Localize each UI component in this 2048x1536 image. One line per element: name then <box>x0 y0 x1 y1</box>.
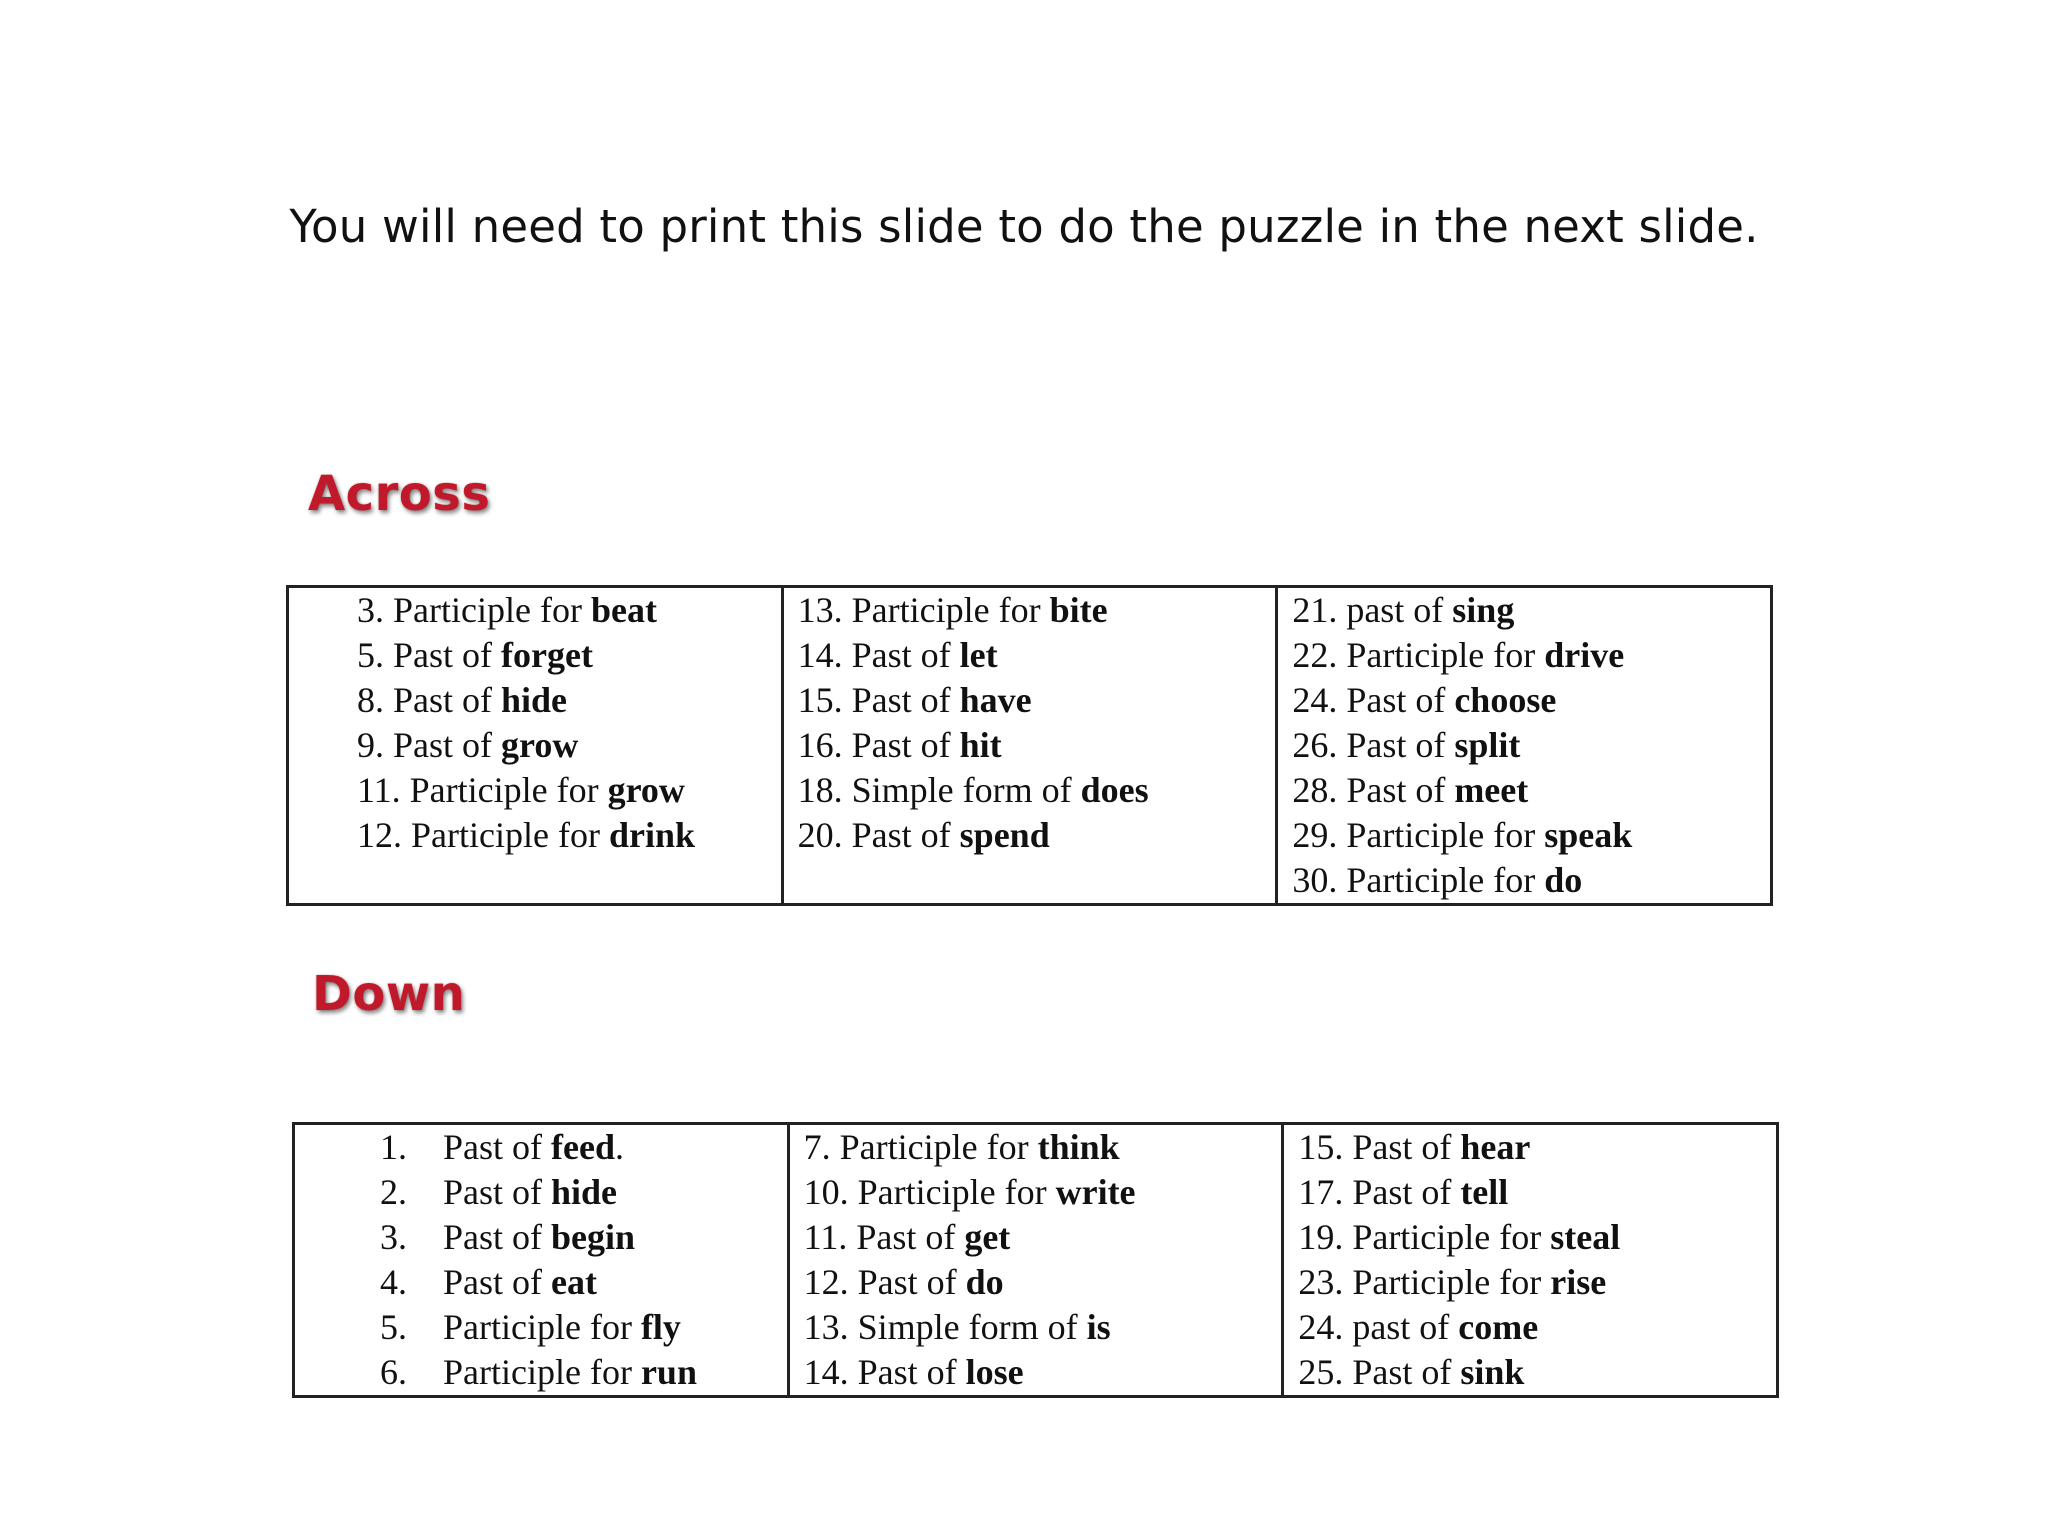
clue-text: 11. Past of <box>803 1217 965 1257</box>
clue-text: 7. Participle for <box>803 1127 1038 1167</box>
across-clue <box>289 768 781 813</box>
clue-text: Past of <box>443 1217 551 1257</box>
clue-text: 26. Past of <box>1292 725 1455 765</box>
clue-text: 9. Past of <box>357 725 501 765</box>
across-clue <box>289 633 781 678</box>
clue-text: Past of <box>443 1172 551 1212</box>
clue-text: Past of <box>443 1127 551 1167</box>
clue-text: 15. Past of <box>797 680 960 720</box>
down-clue <box>790 1125 1282 1170</box>
across-clue <box>784 813 1276 858</box>
clue-text: 8. Past of <box>357 680 501 720</box>
across-clue <box>784 588 1276 633</box>
clue-verb: begin <box>551 1217 636 1257</box>
clue-verb: let <box>959 635 998 675</box>
across-clue <box>784 723 1276 768</box>
clue-text: 22. Participle for <box>1292 635 1545 675</box>
down-clue <box>1284 1305 1776 1350</box>
down-column-3 <box>1283 1124 1778 1397</box>
across-clue <box>784 633 1276 678</box>
down-clue-table <box>292 1122 1779 1398</box>
clue-verb: fly <box>640 1307 681 1347</box>
clue-verb: write <box>1055 1172 1136 1212</box>
clue-number: 5. <box>380 1307 407 1347</box>
across-clue <box>289 723 781 768</box>
clue-verb: eat <box>551 1262 597 1302</box>
clue-number: 6. <box>380 1352 407 1392</box>
clue-verb: do <box>1544 860 1583 900</box>
clue-text: 28. Past of <box>1292 770 1455 810</box>
across-heading: Across <box>308 466 491 522</box>
clue-text: 14. Past of <box>797 635 960 675</box>
across-clue <box>1278 678 1770 723</box>
clue-verb: is <box>1086 1307 1111 1347</box>
clue-text: Participle for <box>443 1352 641 1392</box>
down-clue <box>295 1305 787 1350</box>
down-clue <box>295 1125 787 1170</box>
clue-number: 4. <box>380 1262 407 1302</box>
down-clue <box>1284 1125 1776 1170</box>
across-clue <box>1278 588 1770 633</box>
clue-text: 19. Participle for <box>1298 1217 1551 1257</box>
clue-text: Past of <box>443 1262 551 1302</box>
clue-verb: spend <box>959 815 1050 855</box>
clue-verb: have <box>959 680 1032 720</box>
clue-verb: bite <box>1049 590 1108 630</box>
clue-verb: think <box>1037 1127 1120 1167</box>
clue-verb: hide <box>551 1172 618 1212</box>
clue-verb: tell <box>1460 1172 1509 1212</box>
clue-text: 17. Past of <box>1298 1172 1461 1212</box>
clue-text: 20. Past of <box>797 815 960 855</box>
down-clue <box>295 1215 787 1260</box>
across-column-3 <box>1277 587 1772 905</box>
across-column-2 <box>782 587 1277 905</box>
across-clue <box>1278 723 1770 768</box>
across-column-1 <box>288 587 783 905</box>
clue-number: 1. <box>380 1127 407 1167</box>
clue-verb: lose <box>965 1352 1024 1392</box>
clue-verb: split <box>1454 725 1521 765</box>
clue-text: 3. Participle for <box>357 590 591 630</box>
down-clue <box>295 1350 787 1395</box>
clue-verb: get <box>964 1217 1011 1257</box>
clue-verb: grow <box>501 725 579 765</box>
clue-verb: sink <box>1460 1352 1525 1392</box>
clue-verb: beat <box>590 590 657 630</box>
clue-verb: meet <box>1454 770 1529 810</box>
clue-verb: sing <box>1452 590 1515 630</box>
down-column-2 <box>788 1124 1283 1397</box>
clue-verb: hide <box>501 680 568 720</box>
slide-instruction: You will need to print this slide to do the puzzle in the next slide. <box>289 200 1759 253</box>
clue-text: 15. Past of <box>1298 1127 1461 1167</box>
down-clue <box>295 1170 787 1215</box>
clue-text: 12. Past of <box>803 1262 966 1302</box>
clue-text: 16. Past of <box>797 725 960 765</box>
clue-verb: speak <box>1544 815 1633 855</box>
clue-suffix: . <box>614 1127 624 1167</box>
clue-verb: do <box>965 1262 1004 1302</box>
clue-verb: does <box>1080 770 1149 810</box>
clue-verb: feed <box>551 1127 615 1167</box>
clue-text: 5. Past of <box>357 635 501 675</box>
clue-verb: hit <box>959 725 1002 765</box>
clue-text: 21. past of <box>1292 590 1453 630</box>
clue-verb: grow <box>607 770 685 810</box>
down-clue <box>1284 1350 1776 1395</box>
clue-text: 13. Simple form of <box>803 1307 1087 1347</box>
down-clue <box>790 1350 1282 1395</box>
across-clue-table <box>286 585 1773 906</box>
clue-text: 11. Participle for <box>357 770 608 810</box>
clue-text: 10. Participle for <box>803 1172 1056 1212</box>
down-column-1 <box>294 1124 789 1397</box>
clue-text: 12. Participle for <box>357 815 609 855</box>
clue-text: Participle for <box>443 1307 641 1347</box>
across-clue <box>784 768 1276 813</box>
across-clue <box>289 588 781 633</box>
across-clue <box>784 678 1276 723</box>
down-heading: Down <box>312 966 466 1022</box>
clue-verb: drive <box>1544 635 1625 675</box>
clue-verb: steal <box>1550 1217 1621 1257</box>
clue-text: 18. Simple form of <box>797 770 1081 810</box>
clue-verb: choose <box>1454 680 1557 720</box>
down-clue <box>790 1170 1282 1215</box>
clue-number: 3. <box>380 1217 407 1257</box>
down-clue <box>1284 1260 1776 1305</box>
across-clue <box>289 678 781 723</box>
clue-text: 13. Participle for <box>797 590 1050 630</box>
clue-verb: forget <box>501 635 593 675</box>
clue-text: 30. Participle for <box>1292 860 1545 900</box>
down-clue <box>1284 1215 1776 1260</box>
down-clue <box>790 1305 1282 1350</box>
clue-verb: rise <box>1550 1262 1607 1302</box>
down-clue <box>295 1260 787 1305</box>
clue-verb: drink <box>608 815 695 855</box>
clue-text: 29. Participle for <box>1292 815 1545 855</box>
across-clue <box>1278 813 1770 858</box>
clue-number: 2. <box>380 1172 407 1212</box>
across-clue <box>1278 768 1770 813</box>
clue-verb: hear <box>1460 1127 1531 1167</box>
down-clue <box>1284 1170 1776 1215</box>
down-clue <box>790 1215 1282 1260</box>
clue-text: 23. Participle for <box>1298 1262 1551 1302</box>
clue-text: 25. Past of <box>1298 1352 1461 1392</box>
down-clue <box>790 1260 1282 1305</box>
clue-verb: come <box>1458 1307 1539 1347</box>
across-clue <box>1278 858 1770 903</box>
across-clue <box>1278 633 1770 678</box>
clue-text: 24. Past of <box>1292 680 1455 720</box>
clue-text: 14. Past of <box>803 1352 966 1392</box>
across-clue <box>289 813 781 858</box>
clue-verb: run <box>640 1352 697 1392</box>
clue-text: 24. past of <box>1298 1307 1459 1347</box>
